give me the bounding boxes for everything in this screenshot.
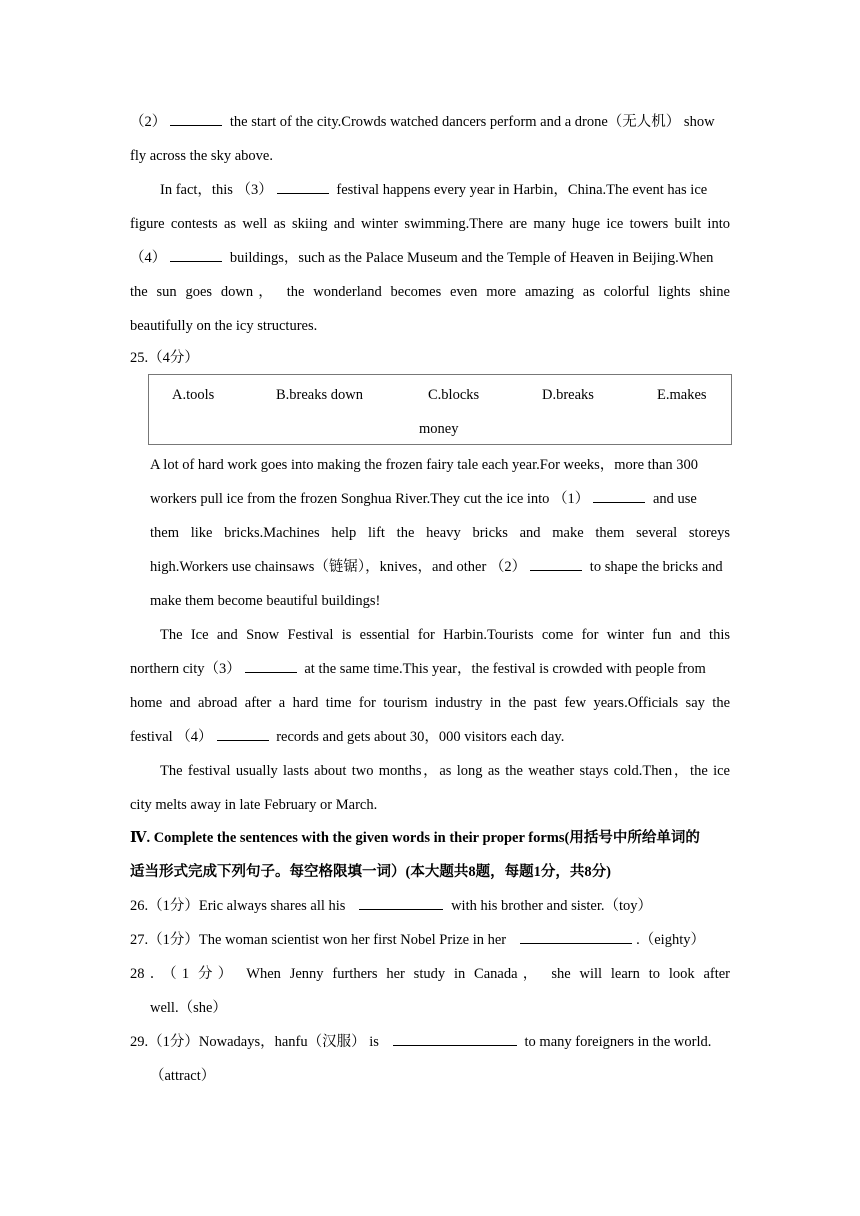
passage-line: make them become beautiful buildings! (150, 593, 381, 609)
question-text: 29.（1分）Nowadays，hanfu（汉服） is (130, 1034, 379, 1050)
answer-blank[interactable] (393, 1044, 517, 1046)
passage-line: the sun goes down， the wonderland becomes even more amazing as colorful lights shine (130, 284, 730, 300)
passage-text: records and gets about 30，000 visitors each day. (276, 729, 565, 745)
passage-line: city melts away in late February or March. (130, 797, 378, 813)
question-26 (130, 896, 652, 916)
question-number: （4） (130, 250, 167, 266)
section-title: 适当形式完成下列句子。每空格限填一词）(本大题共8题，每题1分，共8分) (130, 864, 611, 880)
passage-line: A lot of hard work goes into making the frozen fairy tale each year.For weeks，more than 300 (150, 457, 699, 473)
passage-line: home and abroad after a hard time for tourism industry in the past few years.Officials say the (130, 695, 730, 711)
answer-blank[interactable] (530, 569, 582, 571)
answer-blank[interactable] (593, 501, 645, 503)
question-text: to many foreigners in the world. (524, 1034, 712, 1050)
option-c: C.blocks (428, 387, 480, 403)
passage-line: fly across the sky above. (130, 148, 273, 164)
question-27 (130, 930, 705, 950)
passage-line: The festival usually lasts about two months，as long as the weather stays cold.Then，the ice (160, 763, 730, 779)
passage-line (130, 248, 713, 268)
question-text: 27.（1分）The woman scientist won her first Nobel Prize in her (130, 932, 507, 948)
question-header: 25.（4分） (130, 350, 199, 366)
question-29 (130, 1032, 730, 1052)
passage-text: festival （4） (130, 729, 213, 745)
passage-line (150, 557, 723, 577)
passage-text: and use (652, 491, 697, 507)
passage-text: the start of the city.Crowds watched dancers perform and a drone（无人机） show (229, 114, 715, 130)
passage-text: festival happens every year in Harbin，China.The event has ice (336, 182, 708, 198)
section-title: Ⅳ. Complete the sentences with the given words in their proper forms(用括号中所给单词的 (130, 830, 700, 846)
question-text: 26.（1分）Eric always shares all his (130, 898, 346, 914)
question-28: 28．（1 分） When Jenny furthers her study in Canada， she will learn to look after (130, 966, 730, 982)
passage-line: them like bricks.Machines help lift the heavy bricks and make them several storeys (150, 525, 730, 541)
option-b: B.breaks down (276, 387, 363, 403)
passage-text: high.Workers use chainsaws（链锯），knives，and other （2） (150, 559, 527, 575)
passage-text: buildings，such as the Palace Museum and the Temple of Heaven in Beijing.When (229, 250, 714, 266)
question-29-cont: （attract） (150, 1068, 216, 1084)
passage-text: workers pull ice from the frozen Songhua River.They cut the ice into （1） (150, 491, 590, 507)
passage-line: The Ice and Snow Festival is essential for Harbin.Tourists come for winter fun and this (160, 627, 730, 643)
answer-blank[interactable] (359, 908, 443, 910)
answer-blank[interactable] (245, 671, 297, 673)
option-d: D.breaks (542, 387, 594, 403)
question-text: .（eighty） (636, 932, 705, 948)
answer-blank[interactable] (277, 192, 329, 194)
passage-line (130, 659, 706, 679)
passage-line (150, 489, 730, 509)
answer-blank[interactable] (520, 942, 632, 944)
passage-line: figure contests as well as skiing and winter swimming.There are many huge ice towers built into (130, 216, 730, 232)
option-a: A.tools (172, 387, 215, 403)
answer-blank[interactable] (170, 260, 222, 262)
passage-line: beautifully on the icy structures. (130, 318, 318, 334)
option-e: E.makes (657, 387, 707, 403)
passage-text: at the same time.This year，the festival is crowded with people from (304, 661, 706, 677)
word-bank-box (148, 374, 732, 445)
option-e-wrap: money (419, 421, 459, 437)
passage-line (130, 727, 564, 747)
question-number: （2） (130, 114, 167, 130)
passage-text: northern city（3） (130, 661, 241, 677)
passage-line (160, 180, 707, 200)
passage-line (130, 112, 715, 132)
question-28-cont: well.（she） (150, 1000, 227, 1016)
passage-text: In fact，this （3） (160, 182, 273, 198)
passage-text: to shape the bricks and (589, 559, 723, 575)
answer-blank[interactable] (217, 739, 269, 741)
answer-blank[interactable] (170, 124, 222, 126)
question-text: with his brother and sister.（toy） (451, 898, 653, 914)
